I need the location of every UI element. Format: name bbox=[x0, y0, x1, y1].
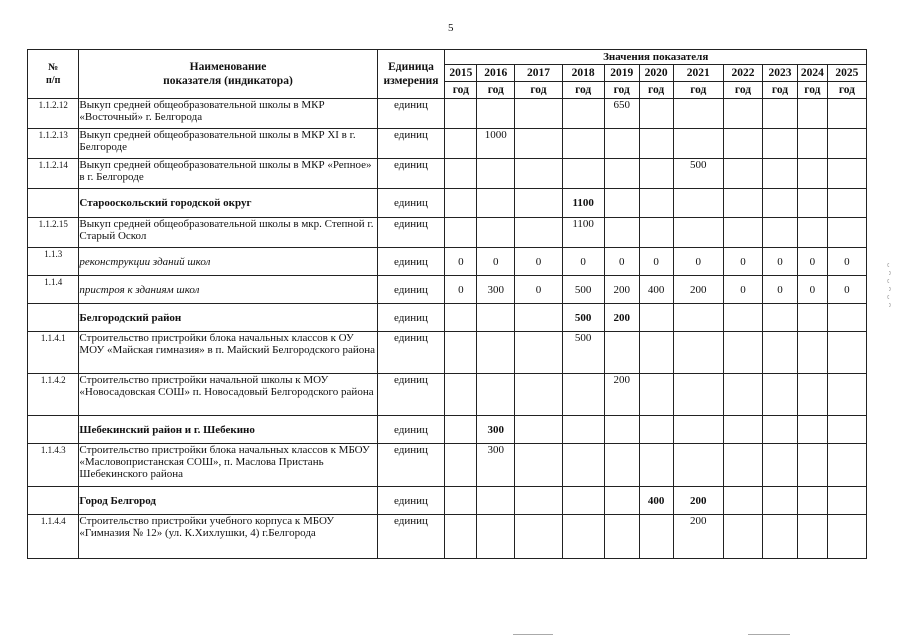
value-2019 bbox=[604, 332, 639, 374]
row-unit: единиц bbox=[377, 159, 445, 189]
row-name: Строительство пристройки блока начальных классов к МБОУ «Масловопристанская СОШ», п. Маслова Пристань Шебекинского района bbox=[79, 444, 377, 487]
value-2022 bbox=[723, 444, 762, 487]
value-2017 bbox=[515, 515, 562, 559]
row-unit: единиц bbox=[377, 332, 445, 374]
header-year-label: 2019 bbox=[605, 65, 639, 82]
table-row bbox=[28, 218, 867, 248]
value-2020 bbox=[639, 159, 673, 189]
value-2017: 0 bbox=[515, 276, 562, 304]
row-unit: единиц bbox=[377, 444, 445, 487]
value-2021 bbox=[673, 444, 723, 487]
value-2020 bbox=[639, 189, 673, 218]
value-2022 bbox=[723, 332, 762, 374]
value-2021: 200 bbox=[673, 515, 723, 559]
value-2019 bbox=[604, 189, 639, 218]
header-year-2023 bbox=[763, 65, 798, 99]
value-2025 bbox=[827, 189, 866, 218]
value-2024 bbox=[797, 129, 827, 159]
value-2019: 200 bbox=[604, 276, 639, 304]
value-2025 bbox=[827, 487, 866, 515]
value-2023 bbox=[763, 374, 798, 416]
value-2015 bbox=[445, 416, 477, 444]
value-2018: 500 bbox=[562, 276, 604, 304]
row-number bbox=[28, 487, 79, 515]
header-year-suffix: год bbox=[804, 84, 821, 96]
value-2021 bbox=[673, 416, 723, 444]
indicator-table bbox=[27, 49, 867, 559]
value-2022 bbox=[723, 218, 762, 248]
value-2023 bbox=[763, 515, 798, 559]
header-values: Значения показателя bbox=[445, 50, 867, 65]
value-2021: 200 bbox=[673, 276, 723, 304]
value-2018 bbox=[562, 487, 604, 515]
row-number: 1.1.2.14 bbox=[28, 159, 79, 189]
table-row bbox=[28, 304, 867, 332]
value-2018 bbox=[562, 374, 604, 416]
value-2018: 1100 bbox=[562, 189, 604, 218]
row-name: Выкуп средней общеобразовательной школы в МКР «Репное» в г. Белгороде bbox=[79, 159, 377, 189]
value-2021 bbox=[673, 218, 723, 248]
row-number: 1.1.2.15 bbox=[28, 218, 79, 248]
value-2018 bbox=[562, 416, 604, 444]
header-year-suffix: год bbox=[838, 84, 855, 96]
value-2015 bbox=[445, 218, 477, 248]
row-name: Строительство пристройки блока начальных классов к ОУ МОУ «Майская гимназия» в п. Майский Белгородского района bbox=[79, 332, 377, 374]
header-year-suffix: год bbox=[648, 84, 665, 96]
row-number: 1.1.4.3 bbox=[28, 444, 79, 487]
table-row bbox=[28, 159, 867, 189]
row-number: 1.1.2.13 bbox=[28, 129, 79, 159]
value-2015 bbox=[445, 332, 477, 374]
value-2020 bbox=[639, 304, 673, 332]
header-year-2025 bbox=[827, 65, 866, 99]
bottom-rule-left bbox=[513, 634, 553, 635]
row-unit: единиц bbox=[377, 304, 445, 332]
value-2016: 0 bbox=[477, 248, 515, 276]
value-2017 bbox=[515, 304, 562, 332]
value-2015 bbox=[445, 374, 477, 416]
header-year-label: 2023 bbox=[763, 65, 797, 82]
value-2024 bbox=[797, 416, 827, 444]
header-unit: Единица измерения bbox=[377, 50, 445, 99]
value-2019: 200 bbox=[604, 374, 639, 416]
header-year-suffix: год bbox=[690, 84, 707, 96]
value-2020 bbox=[639, 444, 673, 487]
value-2022 bbox=[723, 189, 762, 218]
value-2016 bbox=[477, 99, 515, 129]
value-2016 bbox=[477, 332, 515, 374]
value-2020: 400 bbox=[639, 487, 673, 515]
value-2015 bbox=[445, 189, 477, 218]
header-year-2016 bbox=[477, 65, 515, 99]
value-2016 bbox=[477, 304, 515, 332]
row-number: 1.1.4 bbox=[28, 276, 79, 304]
value-2020 bbox=[639, 218, 673, 248]
value-2015: 0 bbox=[445, 248, 477, 276]
value-2017: 0 bbox=[515, 248, 562, 276]
value-2017 bbox=[515, 416, 562, 444]
value-2017 bbox=[515, 218, 562, 248]
value-2018 bbox=[562, 515, 604, 559]
value-2023: 0 bbox=[763, 276, 798, 304]
header-year-suffix: год bbox=[452, 84, 469, 96]
value-2025 bbox=[827, 416, 866, 444]
header-year-label: 2018 bbox=[563, 65, 604, 82]
value-2024 bbox=[797, 99, 827, 129]
header-year-2020 bbox=[639, 65, 673, 99]
row-name: Строительство пристройки начальной школы к МОУ «Новосадовская СОШ» п. Новосадовый Белгородского района bbox=[79, 374, 377, 416]
row-name: Выкуп средней общеобразовательной школы в МКР XI в г. Белгороде bbox=[79, 129, 377, 159]
value-2024 bbox=[797, 515, 827, 559]
value-2020 bbox=[639, 332, 673, 374]
header-year-2024 bbox=[797, 65, 827, 99]
value-2016: 300 bbox=[477, 416, 515, 444]
header-year-suffix: год bbox=[734, 84, 752, 96]
value-2015 bbox=[445, 129, 477, 159]
row-name: Город Белгород bbox=[79, 487, 377, 515]
value-2017 bbox=[515, 444, 562, 487]
value-2024: 0 bbox=[797, 276, 827, 304]
value-2019 bbox=[604, 487, 639, 515]
value-2018 bbox=[562, 159, 604, 189]
value-2015 bbox=[445, 444, 477, 487]
header-year-2017 bbox=[515, 65, 562, 99]
value-2023: 0 bbox=[763, 248, 798, 276]
value-2016 bbox=[477, 159, 515, 189]
row-number: 1.1.2.12 bbox=[28, 99, 79, 129]
table-row bbox=[28, 444, 867, 487]
value-2019 bbox=[604, 218, 639, 248]
value-2021 bbox=[673, 304, 723, 332]
value-2020 bbox=[639, 99, 673, 129]
value-2022 bbox=[723, 515, 762, 559]
header-year-suffix: год bbox=[575, 84, 592, 96]
value-2021: 0 bbox=[673, 248, 723, 276]
header-year-label: 2017 bbox=[515, 65, 561, 82]
value-2025 bbox=[827, 304, 866, 332]
header-year-2018 bbox=[562, 65, 604, 99]
value-2022 bbox=[723, 129, 762, 159]
row-number bbox=[28, 189, 79, 218]
table-body bbox=[28, 99, 867, 559]
table-row bbox=[28, 189, 867, 218]
table-row bbox=[28, 416, 867, 444]
row-number bbox=[28, 416, 79, 444]
margin-stamp: ᴗ ᴖ ᴗ ᴖ ᴗ ᴖ bbox=[884, 262, 893, 307]
value-2025: 0 bbox=[827, 276, 866, 304]
table-row bbox=[28, 374, 867, 416]
value-2016 bbox=[477, 515, 515, 559]
table-row bbox=[28, 332, 867, 374]
value-2023 bbox=[763, 416, 798, 444]
row-number: 1.1.4.2 bbox=[28, 374, 79, 416]
header-year-label: 2016 bbox=[477, 65, 514, 82]
row-unit: единиц bbox=[377, 416, 445, 444]
value-2019 bbox=[604, 129, 639, 159]
value-2024 bbox=[797, 159, 827, 189]
value-2019: 200 bbox=[604, 304, 639, 332]
value-2016 bbox=[477, 487, 515, 515]
header-year-2015 bbox=[445, 65, 477, 99]
row-unit: единиц bbox=[377, 276, 445, 304]
value-2018 bbox=[562, 444, 604, 487]
value-2024 bbox=[797, 332, 827, 374]
header-year-label: 2025 bbox=[828, 65, 866, 82]
value-2022 bbox=[723, 374, 762, 416]
row-unit: единиц bbox=[377, 189, 445, 218]
value-2018: 1100 bbox=[562, 218, 604, 248]
value-2022 bbox=[723, 159, 762, 189]
value-2017 bbox=[515, 159, 562, 189]
value-2023 bbox=[763, 159, 798, 189]
value-2022 bbox=[723, 304, 762, 332]
row-name: Шебекинский район и г. Шебекино bbox=[79, 416, 377, 444]
value-2024 bbox=[797, 189, 827, 218]
header-num: № п/п bbox=[28, 50, 79, 99]
row-name: Старооскольский городской округ bbox=[79, 189, 377, 218]
row-name: Выкуп средней общеобразовательной школы в мкр. Степной г. Старый Оскол bbox=[79, 218, 377, 248]
row-name: реконструкции зданий школ bbox=[79, 248, 377, 276]
table-row bbox=[28, 129, 867, 159]
header-year-2019 bbox=[604, 65, 639, 99]
value-2021 bbox=[673, 189, 723, 218]
header-year-label: 2020 bbox=[640, 65, 673, 82]
value-2021: 200 bbox=[673, 487, 723, 515]
value-2025 bbox=[827, 99, 866, 129]
value-2021 bbox=[673, 99, 723, 129]
value-2021 bbox=[673, 332, 723, 374]
header-year-label: 2015 bbox=[445, 65, 476, 82]
header-year-suffix: год bbox=[771, 84, 789, 96]
value-2019 bbox=[604, 515, 639, 559]
value-2020 bbox=[639, 374, 673, 416]
header-year-suffix: год bbox=[530, 84, 547, 96]
row-unit: единиц bbox=[377, 129, 445, 159]
value-2021 bbox=[673, 129, 723, 159]
row-unit: единиц bbox=[377, 487, 445, 515]
value-2017 bbox=[515, 129, 562, 159]
page-number: 5 bbox=[448, 22, 454, 34]
row-name: Белгородский район bbox=[79, 304, 377, 332]
header-year-label: 2021 bbox=[674, 65, 723, 82]
header-name: Наименование показателя (индикатора) bbox=[79, 50, 377, 99]
value-2019 bbox=[604, 444, 639, 487]
header-year-2021 bbox=[673, 65, 723, 99]
value-2025 bbox=[827, 374, 866, 416]
table-row bbox=[28, 248, 867, 276]
header-year-label: 2022 bbox=[724, 65, 762, 82]
value-2023 bbox=[763, 332, 798, 374]
value-2025: 0 bbox=[827, 248, 866, 276]
value-2024: 0 bbox=[797, 248, 827, 276]
value-2017 bbox=[515, 99, 562, 129]
row-name: Выкуп средней общеобразовательной школы в МКР «Восточный» г. Белгорода bbox=[79, 99, 377, 129]
value-2016: 300 bbox=[477, 444, 515, 487]
value-2021 bbox=[673, 374, 723, 416]
value-2025 bbox=[827, 129, 866, 159]
value-2023 bbox=[763, 189, 798, 218]
value-2019 bbox=[604, 416, 639, 444]
value-2017 bbox=[515, 332, 562, 374]
value-2017 bbox=[515, 189, 562, 218]
value-2019: 650 bbox=[604, 99, 639, 129]
header-year-2022 bbox=[723, 65, 762, 99]
value-2023 bbox=[763, 487, 798, 515]
header-year-label: 2024 bbox=[798, 65, 827, 82]
value-2016 bbox=[477, 218, 515, 248]
value-2018: 0 bbox=[562, 248, 604, 276]
bottom-rule-right bbox=[748, 634, 790, 635]
value-2021: 500 bbox=[673, 159, 723, 189]
row-number: 1.1.4.4 bbox=[28, 515, 79, 559]
value-2022 bbox=[723, 416, 762, 444]
value-2015 bbox=[445, 99, 477, 129]
value-2017 bbox=[515, 487, 562, 515]
row-unit: единиц bbox=[377, 99, 445, 129]
value-2022: 0 bbox=[723, 276, 762, 304]
value-2016: 300 bbox=[477, 276, 515, 304]
row-unit: единиц bbox=[377, 374, 445, 416]
row-number: 1.1.4.1 bbox=[28, 332, 79, 374]
value-2018 bbox=[562, 129, 604, 159]
table-header bbox=[28, 50, 867, 99]
value-2023 bbox=[763, 304, 798, 332]
value-2016: 1000 bbox=[477, 129, 515, 159]
table-row bbox=[28, 276, 867, 304]
value-2020 bbox=[639, 416, 673, 444]
value-2023 bbox=[763, 99, 798, 129]
value-2024 bbox=[797, 487, 827, 515]
row-number bbox=[28, 304, 79, 332]
value-2018 bbox=[562, 99, 604, 129]
value-2018: 500 bbox=[562, 332, 604, 374]
value-2022 bbox=[723, 487, 762, 515]
value-2022: 0 bbox=[723, 248, 762, 276]
value-2015: 0 bbox=[445, 276, 477, 304]
header-year-suffix: год bbox=[613, 84, 630, 96]
row-unit: единиц bbox=[377, 218, 445, 248]
row-name: пристроя к зданиям школ bbox=[79, 276, 377, 304]
value-2024 bbox=[797, 374, 827, 416]
value-2025 bbox=[827, 159, 866, 189]
table-row bbox=[28, 515, 867, 559]
header-year-suffix: год bbox=[487, 84, 504, 96]
value-2020: 400 bbox=[639, 276, 673, 304]
value-2025 bbox=[827, 515, 866, 559]
value-2025 bbox=[827, 444, 866, 487]
value-2015 bbox=[445, 515, 477, 559]
value-2024 bbox=[797, 218, 827, 248]
value-2019 bbox=[604, 159, 639, 189]
value-2022 bbox=[723, 99, 762, 129]
value-2018: 500 bbox=[562, 304, 604, 332]
row-unit: единиц bbox=[377, 248, 445, 276]
table-row bbox=[28, 487, 867, 515]
row-unit: единиц bbox=[377, 515, 445, 559]
value-2020 bbox=[639, 129, 673, 159]
value-2023 bbox=[763, 444, 798, 487]
value-2016 bbox=[477, 189, 515, 218]
value-2016 bbox=[477, 374, 515, 416]
value-2023 bbox=[763, 129, 798, 159]
table-row bbox=[28, 99, 867, 129]
value-2017 bbox=[515, 374, 562, 416]
value-2020: 0 bbox=[639, 248, 673, 276]
value-2020 bbox=[639, 515, 673, 559]
value-2015 bbox=[445, 304, 477, 332]
row-number: 1.1.3 bbox=[28, 248, 79, 276]
value-2025 bbox=[827, 332, 866, 374]
value-2023 bbox=[763, 218, 798, 248]
value-2015 bbox=[445, 487, 477, 515]
value-2024 bbox=[797, 444, 827, 487]
value-2015 bbox=[445, 159, 477, 189]
value-2025 bbox=[827, 218, 866, 248]
value-2024 bbox=[797, 304, 827, 332]
row-name: Строительство пристройки учебного корпуса к МБОУ «Гимназия № 12» (ул. К.Хихлушки, 4) г.Белгорода bbox=[79, 515, 377, 559]
value-2019: 0 bbox=[604, 248, 639, 276]
